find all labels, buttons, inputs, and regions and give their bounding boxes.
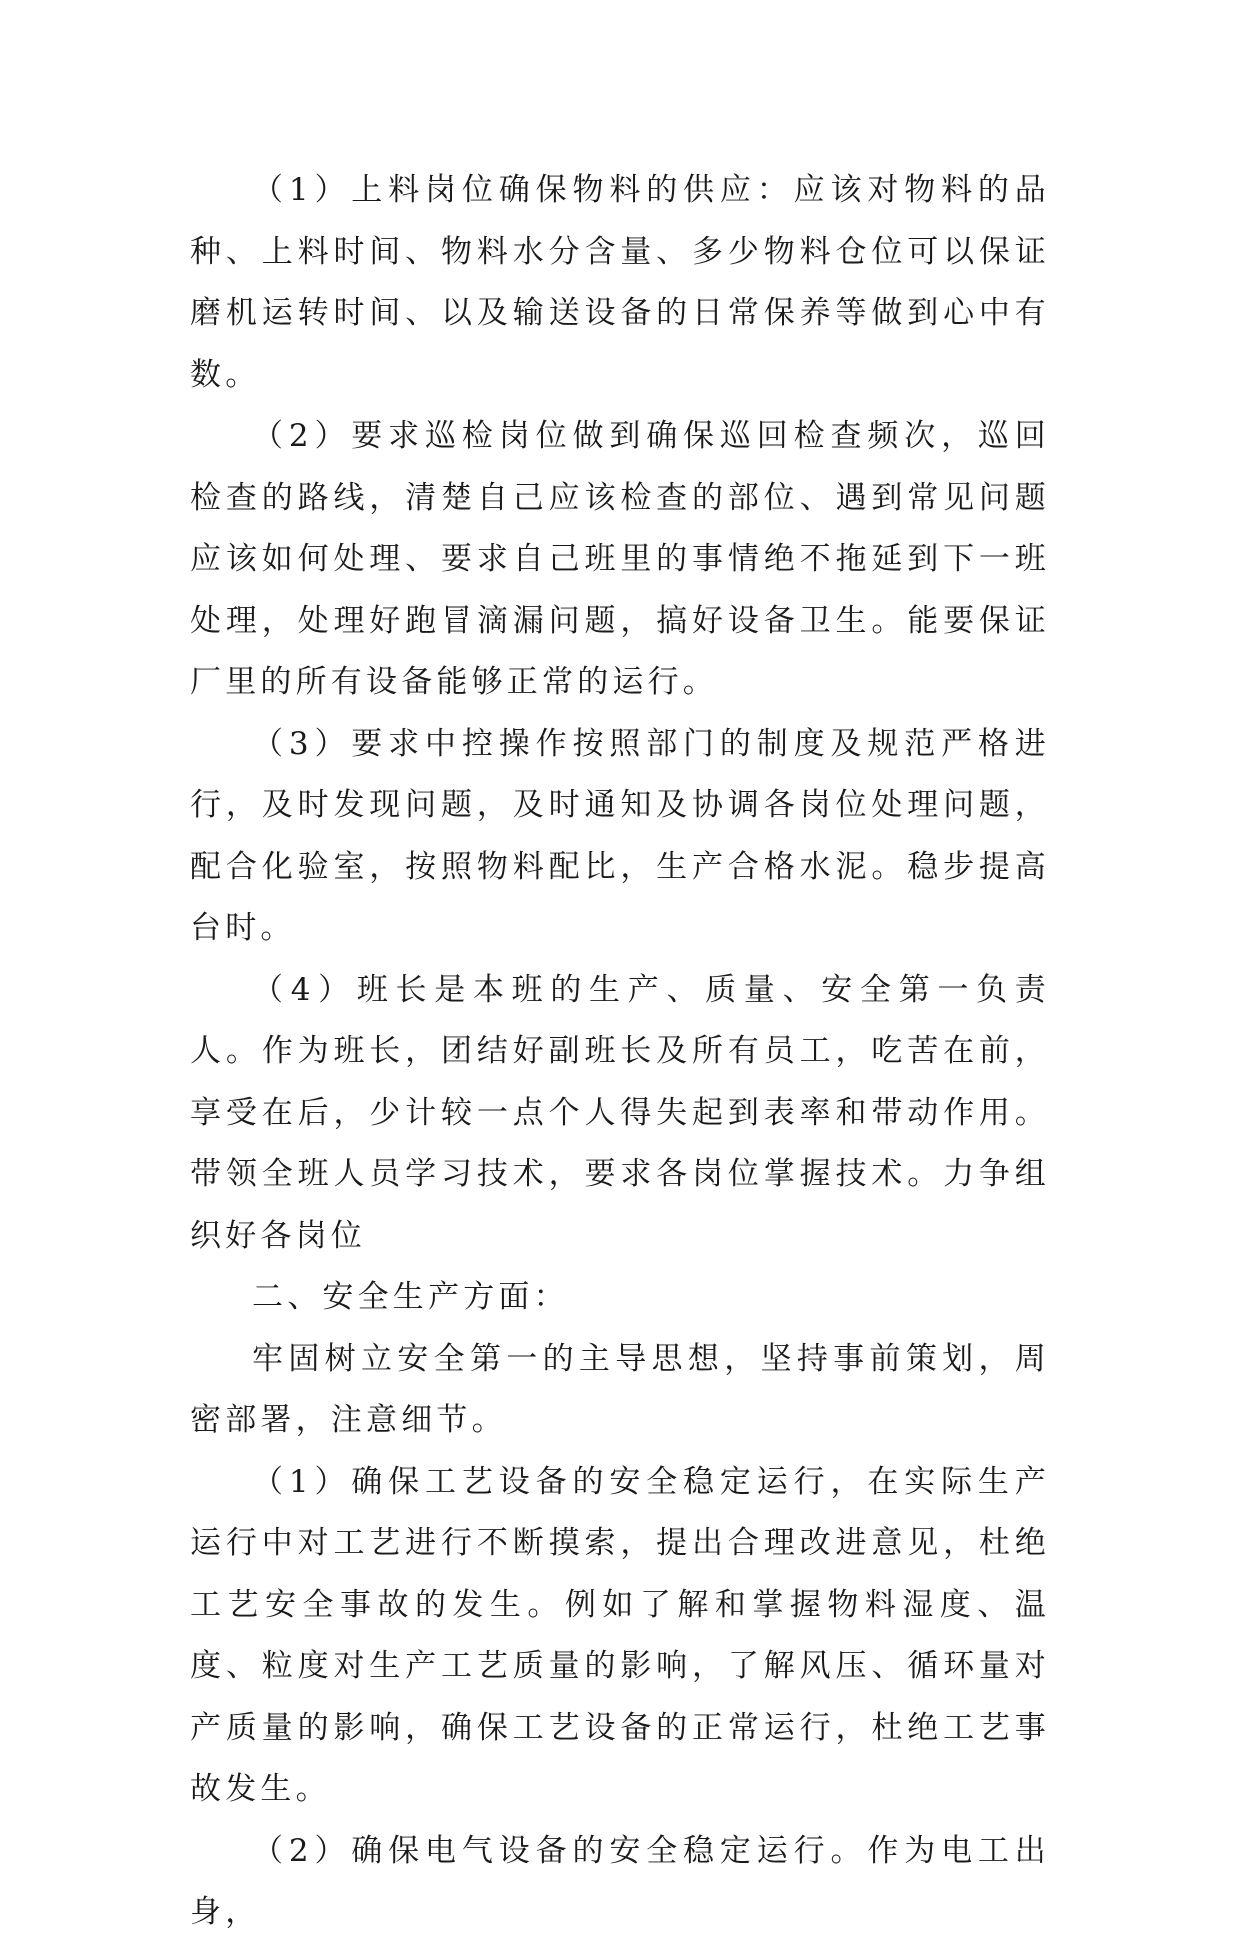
- section-heading-safety: 二、安全生产方面：: [252, 1279, 569, 1315]
- paragraph-feeding-post: （1）上料岗位确保物料的供应：应该对物料的品种、上料时间、物料水分含量、多少物料仓位可以保证磨机运转时间、以及输送设备的日常保养等做到心中有数。: [190, 172, 1050, 393]
- document-body: [190, 160, 1050, 1944]
- paragraph-safety-intro: 牢固树立安全第一的主导思想，坚持事前策划，周密部署，注意细节。: [190, 1340, 1050, 1438]
- paragraph-process-equipment: （1）确保工艺设备的安全稳定运行，在实际生产运行中对工艺进行不断摸索，提出合理改进意见，杜绝工艺安全事故的发生。例如了解和掌握物料湿度、温度、粒度对生产工艺质量的影响，了解风压、循环量对产质量的影响，确保工艺设备的正常运行，杜绝工艺事故发生。: [190, 1463, 1050, 1807]
- paragraph-central-control: （3）要求中控操作按照部门的制度及规范严格进行，及时发现问题，及时通知及协调各岗位处理问题，配合化验室，按照物料配比，生产合格水泥。稳步提高台时。: [190, 725, 1050, 946]
- paragraph-inspection-post: （2）要求巡检岗位做到确保巡回检查频次，巡回检查的路线，清楚自己应该检查的部位、遇到常见问题应该如何处理、要求自己班里的事情绝不拖延到下一班处理，处理好跑冒滴漏问题，搞好设备卫生。能要保证厂里的所有设备能够正常的运行。: [190, 418, 1050, 700]
- paragraph-electrical-equipment: （2）确保电气设备的安全稳定运行。作为电工出身，: [190, 1832, 1050, 1930]
- paragraph-team-leader: （4）班长是本班的生产、质量、安全第一负责人。作为班长，团结好副班长及所有员工，吃苦在前，享受在后，少计较一点个人得失起到表率和带动作用。带领全班人员学习技术，要求各岗位掌握技术。力争组织好各岗位: [190, 971, 1050, 1254]
